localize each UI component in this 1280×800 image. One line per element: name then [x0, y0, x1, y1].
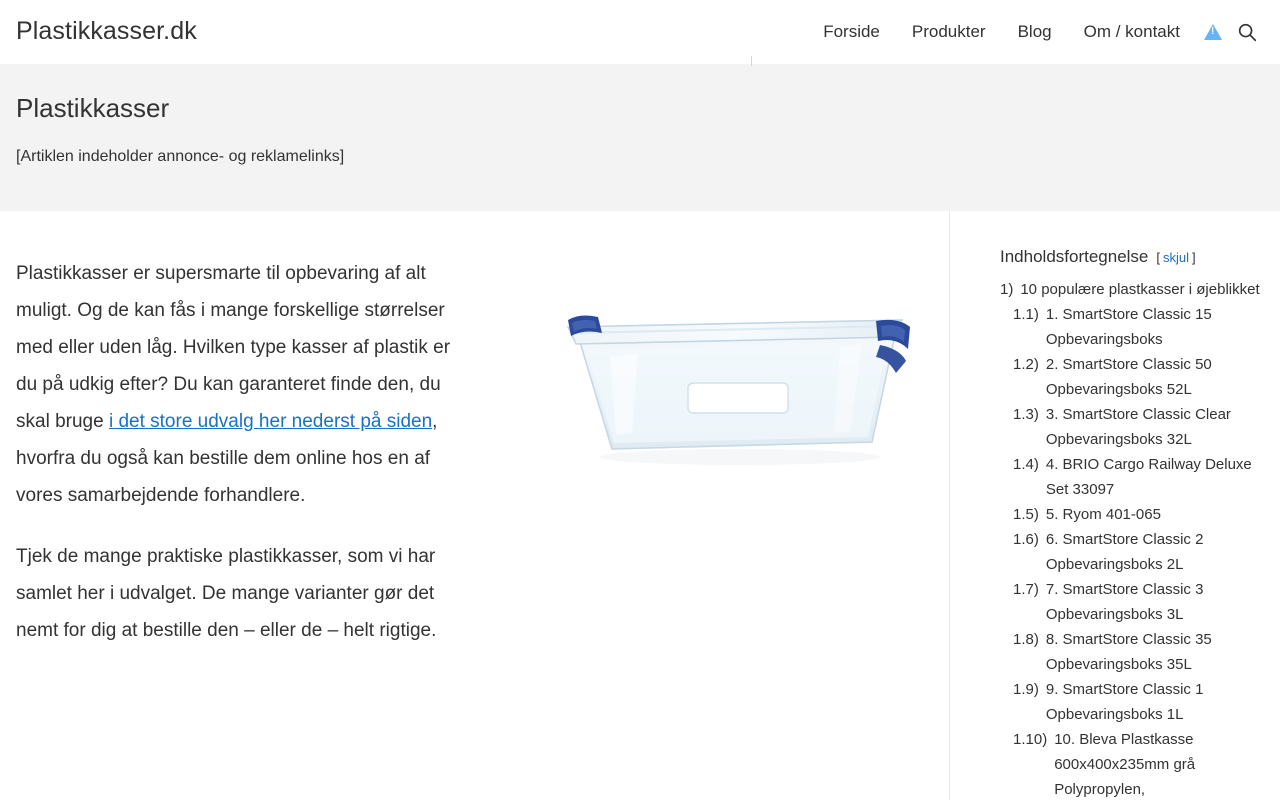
toc-item-number: 1.3)	[1013, 406, 1039, 423]
toc-item[interactable]	[1000, 452, 1260, 502]
toc-item-label[interactable]: 8. SmartStore Classic 35 Opbevaringsboks 35L	[1045, 631, 1212, 673]
toc-item-label[interactable]: 4. BRIO Cargo Railway Deluxe Set 33097	[1045, 456, 1252, 498]
toc-item-number: 1.9)	[1013, 681, 1039, 698]
toc-item-number: 1.6)	[1013, 531, 1039, 548]
nav-item-produkter[interactable]: Produkter	[911, 21, 986, 41]
toc-item-label[interactable]: 3. SmartStore Classic Clear Opbevaringsboks 32L	[1045, 406, 1231, 448]
page-hero	[0, 64, 1280, 211]
toc-item[interactable]	[1000, 577, 1260, 627]
toc-toggle-close-bracket: ]	[1192, 250, 1196, 265]
toc-item-number: 1.5)	[1013, 506, 1039, 523]
toc-item-label[interactable]: 2. SmartStore Classic 50 Opbevaringsboks 52L	[1045, 356, 1212, 398]
warning-triangle-icon[interactable]	[1196, 0, 1230, 64]
toc-item[interactable]	[1000, 677, 1260, 727]
toc-toggle[interactable]	[1156, 250, 1195, 265]
nav-item-forside[interactable]: Forside	[823, 21, 880, 41]
toc-item-label[interactable]: 1. SmartStore Classic 15 Opbevaringsboks	[1045, 306, 1212, 348]
toc-item[interactable]	[1000, 627, 1260, 677]
content-area	[0, 211, 1280, 800]
toc-item-number: 1.8)	[1013, 631, 1039, 648]
toc-item-label[interactable]: 10 populære plastkasser i øjeblikket	[1020, 281, 1260, 298]
nav-item-blog[interactable]: Blog	[1017, 21, 1052, 41]
article-paragraph-1	[16, 255, 456, 514]
toc-item-label[interactable]: 6. SmartStore Classic 2 Opbevaringsboks 2L	[1045, 531, 1204, 573]
nav-item-om-kontakt[interactable]: Om / kontakt	[1083, 21, 1180, 41]
toc-item-label[interactable]: 7. SmartStore Classic 3 Opbevaringsboks 3L	[1045, 581, 1204, 623]
toc-item[interactable]	[1000, 402, 1260, 452]
toc-item[interactable]	[1000, 302, 1260, 352]
toc-item-number: 1)	[1000, 281, 1014, 298]
toc-item[interactable]	[1000, 502, 1260, 527]
plastic-box-illustration	[540, 287, 940, 507]
table-of-contents	[950, 211, 1280, 800]
paragraph-1-text-before-link: Plastikkasser er supersmarte til opbevaring af alt muligt. Og de kan fås i mange forskellige størrelser med eller uden låg. Hvilken type kasser af plastik er du på udkig efter? Du kan garanteret finde den, du skal bruge	[16, 263, 451, 432]
article-column	[0, 211, 950, 800]
toc-item[interactable]	[1000, 352, 1260, 402]
toc-header	[1000, 247, 1260, 267]
disclosure-note: [Artiklen indeholder annonce- og reklamelinks]	[16, 148, 345, 165]
paragraph-1-text-after-link: , hvorfra du også kan bestille dem online hos en af vores samarbejdende forhandlere.	[16, 411, 438, 506]
header-divider	[751, 56, 752, 66]
toc-item-label[interactable]: 9. SmartStore Classic 1 Opbevaringsboks 1L	[1045, 681, 1204, 723]
article-paragraph-2: Tjek de mange praktiske plastikkasser, som vi har samlet her i udvalget. De mange varianter gør det nemt for dig at bestille den – eller de – helt rigtige.	[16, 546, 437, 641]
toc-item-number: 1.4)	[1013, 456, 1039, 473]
search-icon[interactable]	[1230, 0, 1264, 64]
toc-item-number: 1.2)	[1013, 356, 1039, 373]
toc-item-number: 1.10)	[1013, 731, 1048, 748]
page-title: Plastikkasser	[16, 93, 170, 123]
warning-triangle-shape	[1204, 24, 1222, 40]
toc-item[interactable]	[1000, 727, 1260, 800]
toc-item[interactable]	[1000, 277, 1260, 302]
toc-toggle-link[interactable]: skjul	[1163, 250, 1190, 265]
toc-item[interactable]	[1000, 527, 1260, 577]
toc-title: Indholdsfortegnelse	[1000, 247, 1149, 266]
toc-item-label[interactable]: 5. Ryom 401-065	[1045, 506, 1161, 523]
toc-item-number: 1.1)	[1013, 306, 1039, 323]
toc-item-label[interactable]: 10. Bleva Plastkasse 600x400x235mm grå Polypropylen,	[1054, 731, 1196, 798]
inline-link-udvalg[interactable]: i det store udvalg her nederst på siden	[108, 411, 433, 432]
article-body	[16, 255, 456, 800]
product-image	[540, 287, 940, 507]
site-header	[0, 0, 1280, 64]
toc-toggle-open-bracket: [	[1156, 250, 1161, 265]
toc-list	[1000, 277, 1260, 800]
site-title[interactable]: Plastikkasser.dk	[16, 17, 197, 45]
primary-navigation	[807, 0, 1264, 64]
toc-item-number: 1.7)	[1013, 581, 1039, 598]
